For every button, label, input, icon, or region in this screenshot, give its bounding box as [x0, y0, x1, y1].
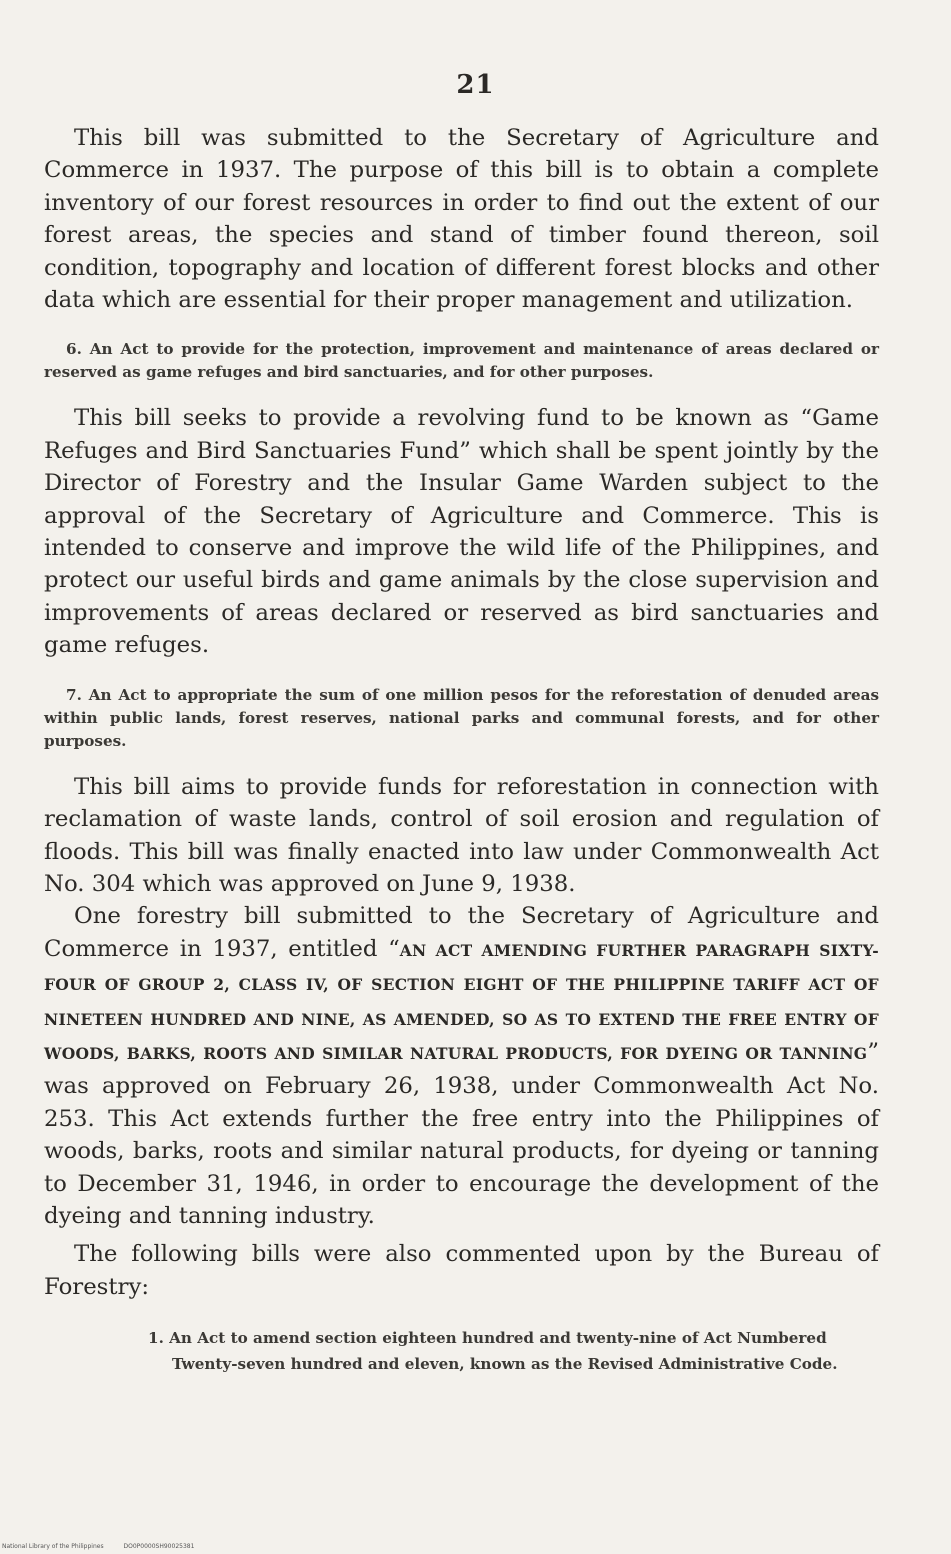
footer-code: DO0P0000SH90025381	[123, 1543, 195, 1550]
paragraph-inventory-bill: This bill was submitted to the Secretary of Agriculture and Commerce in 1937. The purpose of this bill is to obtain a complete inventory of our forest resources in order to find out the extent of our forest areas, the species and stand of timber found thereon, soil condition, topography and location of different forest blocks and other data which are essential for their proper management and utilization.	[44, 125, 879, 314]
scan-footer	[2, 1543, 212, 1550]
footer-library: National Library of the Philippines	[2, 1543, 104, 1550]
paragraph-reforestation: This bill aims to provide funds for reforestation in connection with reclamation of waste lands, control of soil erosion and regulation of floods. This bill was finally enacted into law under Commonwealth Act No. 304 which was approved on June 9, 1938.	[44, 773, 879, 897]
bill-item-6: 6. An Act to provide for the protection, improvement and maintenance of areas declared or reserved as game refuges and bird sanctuaries, and for other purposes.	[44, 340, 879, 382]
tariff-intro: One forestry bill submitted to the Secretary of Agriculture and Commerce in 1937, entitled “	[44, 903, 879, 962]
bill-item-7: 7. An Act to appropriate the sum of one million pesos for the reforestation of denuded areas within public lands, forest reserves, national parks and communal forests, and for other purposes.	[44, 685, 879, 750]
paragraph-game-refuges: This bill seeks to provide a revolving fund to be known as “Game Refuges and Bird Sanctuaries Fund” which shall be spent jointly by the Director of Forestry and the Insular Game Warden subject to the approval of the Secretary of Agriculture and Commerce. This is intended to conserve and improve the wild life of the Philippines, and protect our useful birds and game animals by the close supervision and improvements of areas declared or reserved as bird sanctuaries and game refuges.	[44, 405, 879, 659]
paragraph-commented-bills: The following bills were also commented upon by the Bureau of Forestry:	[44, 1241, 879, 1300]
page-body	[44, 122, 879, 1377]
page-number: 21	[456, 70, 495, 100]
paragraph-tariff-act	[44, 900, 879, 1232]
tariff-outcome: ” was approved on February 26, 1938, under Commonwealth Act No. 253. This Act extends further the free entry into the Philippines of woods, barks, roots and similar natural products, for dyeing or tanning to December 31, 1946, in order to encourage the development of the dyeing and tanning industry.	[44, 1038, 879, 1229]
commented-bill-1: 1. An Act to amend section eighteen hundred and twenty-nine of Act Numbered Twenty-seven hundred and eleven, known as the Revised Administrative Code.	[148, 1329, 838, 1374]
tariff-act-title: AN ACT AMENDING FURTHER PARAGRAPH SIXTY-FOUR OF GROUP 2, CLASS IV, OF SECTION EIGHT OF THE PHILIPPINE TARIFF ACT OF NINETEEN HUNDRED AND NINE, AS AMENDED, SO AS TO EXTEND THE FREE ENTRY OF WOODS, BARKS, ROOTS AND SIMILAR NATURAL PRODUCTS, FOR DYEING OR TANNING	[44, 940, 879, 1063]
